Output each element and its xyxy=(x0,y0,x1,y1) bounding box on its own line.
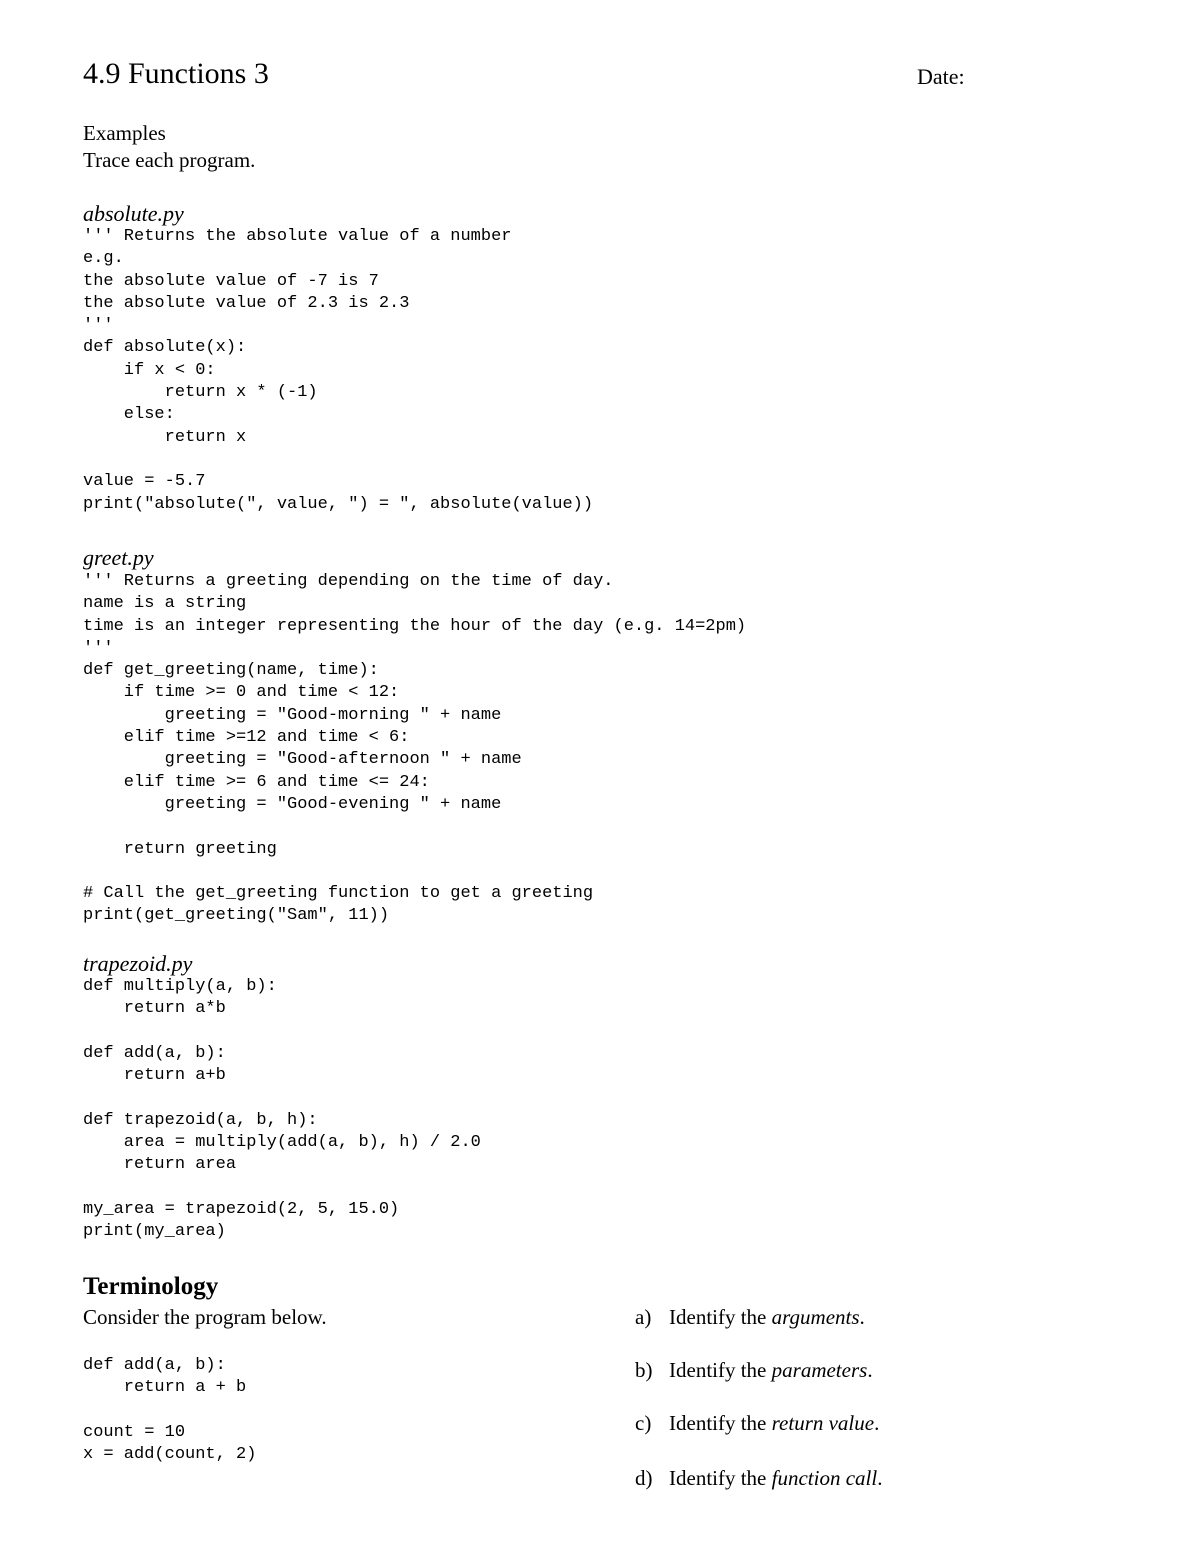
code-line xyxy=(83,1021,481,1043)
code-line: elif time >=12 and time < 6: xyxy=(83,728,410,748)
code-line: elif time >= 6 and time <= 24: xyxy=(83,772,430,792)
code-line: print("absolute(", value, ") = ", absolute(value)) xyxy=(83,494,594,514)
date-label: Date: xyxy=(917,64,965,89)
question-letter: a) xyxy=(635,1305,652,1329)
code-absolute xyxy=(83,226,593,516)
code-trapezoid xyxy=(83,976,481,1244)
question-letter: b) xyxy=(635,1358,653,1382)
code-line: if x < 0: xyxy=(83,360,216,380)
question-prefix: Identify the xyxy=(669,1466,772,1490)
code-line: the absolute value of 2.3 is 2.3 xyxy=(83,293,410,313)
code-line: def add(a, b): xyxy=(83,1043,226,1063)
code-line: print(my_area) xyxy=(83,1222,226,1242)
code-line xyxy=(83,1400,256,1422)
filename-greet: greet.py xyxy=(83,545,154,570)
code-line: def trapezoid(a, b, h): xyxy=(83,1110,318,1130)
question-suffix: . xyxy=(877,1466,883,1490)
code-line: def add(a, b): xyxy=(83,1356,226,1375)
code-line: def get_greeting(name, time): xyxy=(83,661,379,681)
code-line: my_area = trapezoid(2, 5, 15.0) xyxy=(83,1199,400,1219)
question-term: arguments xyxy=(771,1305,860,1329)
question-term: parameters xyxy=(771,1358,868,1382)
question-prefix: Identify the xyxy=(669,1358,772,1382)
trace-instruction: Trace each program. xyxy=(83,148,256,172)
code-line: count = 10 xyxy=(83,1422,186,1442)
code-line: greeting = "Good-afternoon " + name xyxy=(83,750,522,770)
code-line xyxy=(83,449,593,471)
filename-trapezoid: trapezoid.py xyxy=(83,951,193,976)
code-line: return a*b xyxy=(83,999,226,1019)
code-line: time is an integer representing the hour of the day (e.g. 14=2pm) xyxy=(83,616,747,636)
code-line: if time >= 0 and time < 12: xyxy=(83,683,400,703)
question-letter: c) xyxy=(635,1411,652,1435)
terminology-heading: Terminology xyxy=(83,1273,219,1300)
code-line: e.g. xyxy=(83,249,124,269)
code-line: else: xyxy=(83,405,175,425)
code-line: ''' Returns a greeting depending on the time of day. xyxy=(83,572,614,591)
question-return-value xyxy=(635,1410,879,1437)
examples-label: Examples xyxy=(83,121,166,145)
question-prefix: Identify the xyxy=(669,1305,772,1329)
code-line: return area xyxy=(83,1155,237,1175)
page-title: 4.9 Functions 3 xyxy=(83,57,269,90)
code-line: print(get_greeting("Sam", 11)) xyxy=(83,906,390,926)
code-line: area = multiply(add(a, b), h) / 2.0 xyxy=(83,1133,481,1153)
question-arguments xyxy=(635,1304,865,1331)
code-line: ''' xyxy=(83,638,114,658)
question-function-call xyxy=(635,1465,882,1492)
code-line: ''' xyxy=(83,316,114,336)
code-line: def absolute(x): xyxy=(83,338,247,358)
filename-absolute: absolute.py xyxy=(83,201,184,226)
question-parameters xyxy=(635,1357,873,1384)
question-suffix: . xyxy=(859,1305,865,1329)
code-line: x = add(count, 2) xyxy=(83,1445,257,1465)
question-term: return value xyxy=(771,1411,875,1435)
code-terminology xyxy=(83,1355,256,1466)
code-line: # Call the get_greeting function to get a greeting xyxy=(83,884,594,904)
terminology-instruction: Consider the program below. xyxy=(83,1305,327,1329)
code-line: return greeting xyxy=(83,839,277,859)
code-line xyxy=(83,1177,481,1199)
code-line: name is a string xyxy=(83,594,247,614)
question-prefix: Identify the xyxy=(669,1411,772,1435)
code-line: greeting = "Good-morning " + name xyxy=(83,705,502,725)
code-line xyxy=(83,1087,481,1109)
code-line: return x * (-1) xyxy=(83,383,318,403)
intro-block xyxy=(83,120,255,174)
code-line: the absolute value of -7 is 7 xyxy=(83,271,379,291)
code-line: ''' Returns the absolute value of a number xyxy=(83,227,512,246)
code-line: return a+b xyxy=(83,1066,226,1086)
question-term: function call xyxy=(771,1466,878,1490)
code-line: return a + b xyxy=(83,1378,247,1398)
code-line xyxy=(83,816,746,838)
question-suffix: . xyxy=(874,1411,880,1435)
code-line: greeting = "Good-evening " + name xyxy=(83,794,502,814)
code-line: def multiply(a, b): xyxy=(83,977,277,996)
code-line xyxy=(83,861,746,883)
question-letter: d) xyxy=(635,1466,653,1490)
code-line: value = -5.7 xyxy=(83,472,206,492)
code-greet xyxy=(83,571,746,928)
code-line: return x xyxy=(83,427,247,447)
question-suffix: . xyxy=(867,1358,873,1382)
